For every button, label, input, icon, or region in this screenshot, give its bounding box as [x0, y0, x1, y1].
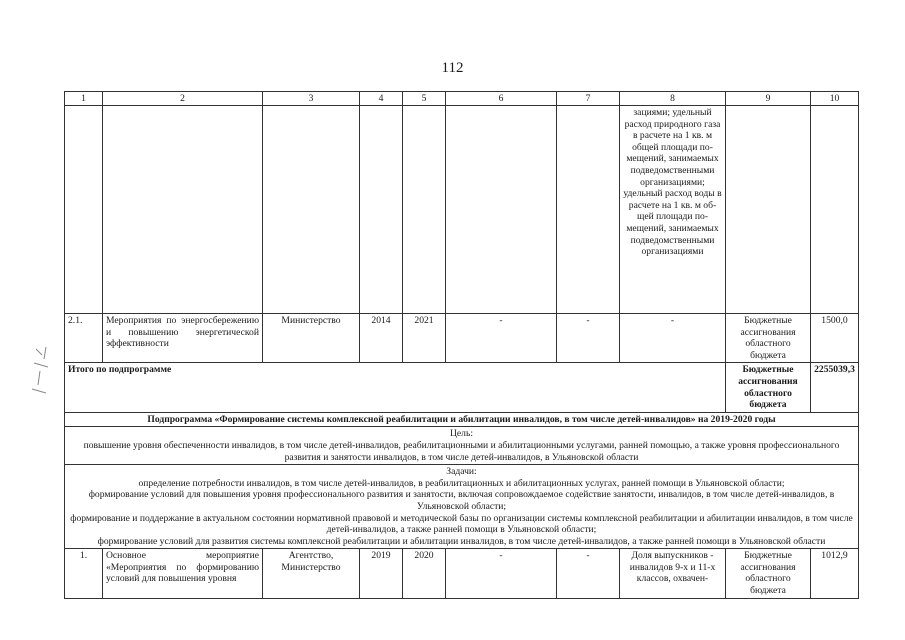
page-number: 112	[441, 60, 464, 76]
funding-amount: 1500,0	[811, 314, 859, 363]
task-item: определение потребности инвалидов, в том числе детей-инвалидов, в реабилитационных и абилитационных услугах, ранней помощи в Ульяновской области;	[138, 477, 785, 489]
task-item: формирование и поддержание в актуальном состоянии нормативной правовой и методической базы по организации системы комплексной реабилитации и абилитации инвалидов, в том числе детей-инвалидов, а также ранней помощи в Ульяновской области;	[70, 512, 853, 536]
tasks-row	[65, 465, 859, 549]
funding-source: Бюджетные ассигнования областного бюджета	[726, 549, 811, 598]
funding-amount: 1012,9	[811, 549, 859, 598]
program-table	[64, 91, 859, 599]
activity-name: Мероприятия по энергосбережению и повышению энергетической эффективности	[103, 314, 263, 363]
header-cell: 5	[403, 92, 446, 106]
table-row	[65, 314, 859, 363]
start-year: 2014	[360, 314, 403, 363]
tasks-cell	[65, 465, 859, 549]
goal-row	[65, 427, 859, 465]
executor: Агентство, Министерство	[263, 549, 360, 598]
row-number: 1.	[65, 549, 103, 598]
header-cell: 7	[557, 92, 620, 106]
header-cell: 9	[726, 92, 811, 106]
cell-col7: -	[557, 549, 620, 598]
table-row	[65, 549, 859, 598]
header-cell: 6	[446, 92, 557, 106]
executor: Министерство	[263, 314, 360, 363]
goal-heading: Цель:	[449, 428, 473, 440]
start-year: 2019	[360, 549, 403, 598]
goal-text: повышение уровня обеспеченности инвалидов, в том числе детей-инвалидов, реабилитационными и абилитационными услугами, ранней помощью, а также уровня профессионального развития и занятости инвалидов, в том числе детей-инвалидов, в Ульяновской области	[83, 439, 840, 463]
header-cell: 1	[65, 92, 103, 106]
total-funding-source: Бюджетные ассигнования областного бюджета	[726, 363, 811, 412]
tasks-heading: Задачи:	[446, 466, 477, 478]
row-number: 2.1.	[65, 314, 103, 363]
end-year: 2020	[403, 549, 446, 598]
header-cell: 2	[103, 92, 263, 106]
total-amount: 2255039,3	[811, 363, 859, 412]
table-header-row	[65, 92, 859, 106]
subprogram-title-row	[65, 412, 859, 427]
indicator-cell: Доля выпускников - инвалидов 9-х и 11-х классов, охвачен-	[620, 549, 726, 598]
header-cell: 10	[811, 92, 859, 106]
total-row	[65, 363, 859, 412]
activity-name: Основное мероприятие «Мероприятия по формированию условий для повышения уровня	[103, 549, 263, 598]
cell-col6: -	[446, 314, 557, 363]
end-year: 2021	[403, 314, 446, 363]
task-item: формирование условий для повышения уровня профессионального развития и занятости, включая сопровождаемое содействие занятости, инвалидов, в том числе детей-инвалидов, в Ульяновской области;	[88, 489, 835, 512]
header-cell: 3	[263, 92, 360, 106]
cell-col6: -	[446, 549, 557, 598]
header-cell: 8	[620, 92, 726, 106]
cell-col7: -	[557, 314, 620, 363]
goal-cell	[65, 427, 859, 465]
handwritten-mark	[28, 345, 58, 395]
continuation-row	[65, 106, 859, 314]
funding-source: Бюджетные ассигнования областного бюджета	[726, 314, 811, 363]
indicator-cell: -	[620, 314, 726, 363]
task-item: формирование условий для развития системы комплексной реабилитации и абилитации инвалидов, в том числе детей-инвалидов, а также ранней помощи в Ульяновской области	[97, 535, 826, 547]
subprogram-title: Подпрограмма «Формирование системы комплексной реабилитации и абилитации инвалидов, в том числе детей-инвалидов» на 2019-2020 годы	[65, 412, 859, 427]
total-label: Итого по подпрограмме	[65, 363, 726, 412]
header-cell: 4	[360, 92, 403, 106]
indicator-cell: зациями; удельный расход природного газа в расчете на 1 кв. м общей площади помещений, занимаемых подведомственными организациями; удельный расход воды в расчете на 1 кв. м общей площади помещений, занимаемых подведомственными организациями	[620, 106, 726, 314]
